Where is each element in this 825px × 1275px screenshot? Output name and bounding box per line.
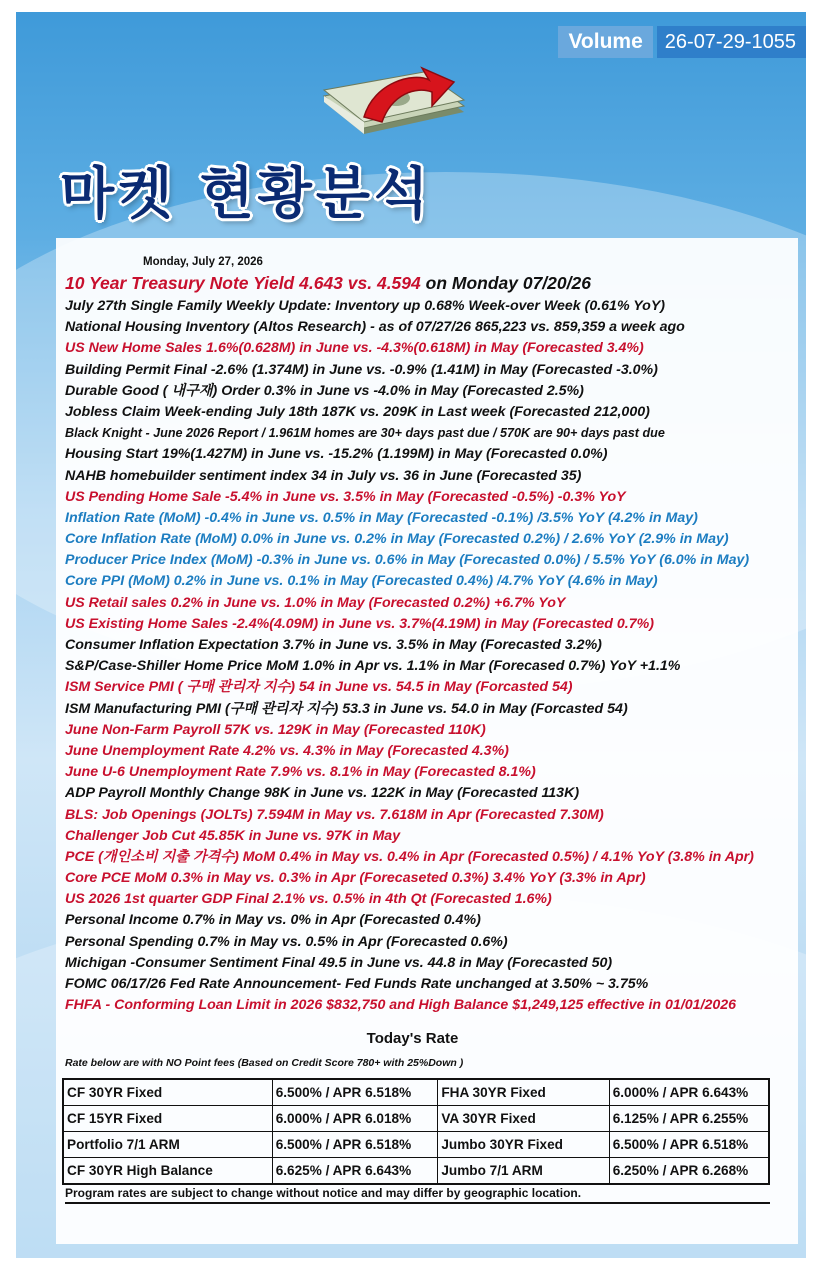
- market-indicator-line: June Non-Farm Payroll 57K vs. 129K in May (Forecasted 110K): [65, 721, 486, 738]
- market-indicator-line: Black Knight - June 2026 Report / 1.961M homes are 30+ days past due / 570K are 90+ days past due: [65, 426, 665, 441]
- market-indicator-line: July 27th Single Family Weekly Update: Inventory up 0.68% Week-over Week (0.61% YoY): [65, 298, 666, 314]
- market-indicator-line: Producer Price Index (MoM) -0.3% in June vs. 0.6% in May (Forecasted 0.0%) / 5.5% YoY (6.0% in May): [65, 552, 750, 569]
- treasury-date: on Monday 07/20/26: [420, 273, 591, 293]
- market-indicator-line: June U-6 Unemployment Rate 7.9% vs. 8.1% in May (Forecasted 8.1%): [65, 764, 536, 781]
- treasury-yield: 10 Year Treasury Note Yield 4.643 vs. 4.594: [65, 273, 421, 293]
- market-indicator-line: S&P/Case-Shiller Home Price MoM 1.0% in Apr vs. 1.1% in Mar (Forecased 0.7%) YoY +1.1%: [65, 658, 681, 675]
- market-indicator-list: [65, 296, 770, 1016]
- market-indicator-line: Consumer Inflation Expectation 3.7% in June vs. 3.5% in May (Forecasted 3.2%): [65, 637, 602, 653]
- rates-note: Rate below are with NO Point fees (Based on Credit Score 780+ with 25%Down ): [65, 1057, 464, 1069]
- market-indicator-line: US Existing Home Sales -2.4%(4.09M) in June vs. 3.7%(4.19M) in May (Forecasted 0.7%): [65, 615, 654, 632]
- market-indicator-line: BLS: Job Openings (JOLTs) 7.594M in May vs. 7.618M in Apr (Forecasted 7.30M): [65, 806, 604, 823]
- treasury-headline: [65, 273, 591, 294]
- market-indicator-line: ISM Service PMI ( 구매 관리자 지수) 54 in June vs. 54.5 in May (Forcasted 54): [65, 679, 573, 696]
- market-indicator-line: Michigan -Consumer Sentiment Final 49.5 in June vs. 44.8 in May (Forecasted 50): [65, 954, 613, 971]
- market-indicator-line: ADP Payroll Monthly Change 98K in June vs. 122K in May (Forecasted 113K): [65, 785, 580, 802]
- market-indicator-line: Challenger Job Cut 45.85K in June vs. 97K in May: [65, 827, 401, 844]
- rate-cell-program-rate: 6.500% / APR 6.518%: [272, 1132, 438, 1158]
- rate-cell-program-name: Jumbo 30YR Fixed: [438, 1132, 609, 1158]
- report-date: Monday, July 27, 2026: [143, 256, 263, 268]
- rate-cell-program-rate: 6.000% / APR 6.643%: [609, 1079, 769, 1106]
- rate-cell-program-rate: 6.500% / APR 6.518%: [272, 1079, 438, 1106]
- market-indicator-line: NAHB homebuilder sentiment index 34 in July vs. 36 in June (Forecasted 35): [65, 467, 582, 484]
- volume-label: Volume: [558, 26, 652, 58]
- market-indicator-line: Personal Income 0.7% in May vs. 0% in Apr (Forecasted 0.4%): [65, 912, 481, 929]
- market-indicator-line: Personal Spending 0.7% in May vs. 0.5% in Apr (Forecasted 0.6%): [65, 933, 508, 950]
- market-indicator-line: Core PPI (MoM) 0.2% in June vs. 0.1% in May (Forecasted 0.4%) /4.7% YoY (4.6% in May): [65, 573, 658, 590]
- rate-cell-program-name: FHA 30YR Fixed: [438, 1079, 609, 1106]
- market-indicator-line: National Housing Inventory (Altos Research) - as of 07/27/26 865,223 vs. 859,359 a week ago: [65, 319, 685, 336]
- rate-row: [63, 1132, 769, 1158]
- rate-cell-program-name: CF 30YR Fixed: [63, 1079, 272, 1106]
- volume-number: 26-07-29-1055: [657, 26, 806, 58]
- rate-cell-program-name: Portfolio 7/1 ARM: [63, 1132, 272, 1158]
- rate-row: [63, 1158, 769, 1185]
- market-indicator-line: FHFA - Conforming Loan Limit in 2026 $832,750 and High Balance $1,249,125 effective in 01/01/2026: [65, 997, 737, 1014]
- rates-title: Today's Rate: [366, 1030, 459, 1047]
- rate-cell-program-rate: 6.500% / APR 6.518%: [609, 1132, 769, 1158]
- market-indicator-line: Building Permit Final -2.6% (1.374M) in June vs. -0.9% (1.41M) in May (Forecasted -3.0%): [65, 361, 658, 378]
- market-indicator-line: June Unemployment Rate 4.2% vs. 4.3% in May (Forecasted 4.3%): [65, 742, 509, 759]
- market-indicator-line: PCE (개인소비 지출 가격수) MoM 0.4% in May vs. 0.4% in Apr (Forecasted 0.5%) / 4.1% YoY (3.8% in Apr): [65, 848, 754, 865]
- market-indicator-line: US 2026 1st quarter GDP Final 2.1% vs. 0.5% in 4th Qt (Forecasted 1.6%): [65, 891, 552, 908]
- rate-cell-program-name: VA 30YR Fixed: [438, 1106, 609, 1132]
- rate-row: [63, 1106, 769, 1132]
- rates-disclaimer: Program rates are subject to change without notice and may differ by geographic location.: [65, 1186, 770, 1204]
- rates-table: [62, 1078, 770, 1185]
- money-arrow-icon: [304, 62, 474, 142]
- rate-cell-program-rate: 6.000% / APR 6.018%: [272, 1106, 438, 1132]
- rate-cell-program-name: Jumbo 7/1 ARM: [438, 1158, 609, 1185]
- market-indicator-line: Core Inflation Rate (MoM) 0.0% in June vs. 0.2% in May (Forecasted 0.2%) / 2.6% YoY (2.9% in May): [65, 531, 729, 548]
- market-indicator-line: Core PCE MoM 0.3% in May vs. 0.3% in Apr (Forecaseted 0.3%) 3.4% YoY (3.3% in Apr): [65, 870, 646, 887]
- rate-cell-program-rate: 6.625% / APR 6.643%: [272, 1158, 438, 1185]
- market-indicator-line: US Retail sales 0.2% in June vs. 1.0% in May (Forecasted 0.2%) +6.7% YoY: [65, 594, 566, 611]
- rate-cell-program-rate: 6.250% / APR 6.268%: [609, 1158, 769, 1185]
- page-title: 마켓 현황분석: [60, 162, 433, 227]
- market-indicator-line: FOMC 06/17/26 Fed Rate Announcement- Fed Funds Rate unchanged at 3.50% ~ 3.75%: [65, 976, 649, 992]
- market-indicator-line: US Pending Home Sale -5.4% in June vs. 3.5% in May (Forecasted -0.5%) -0.3% YoY: [65, 488, 626, 505]
- market-indicator-line: Housing Start 19%(1.427M) in June vs. -15.2% (1.199M) in May (Forecasted 0.0%): [65, 446, 608, 463]
- market-indicator-line: ISM Manufacturing PMI (구매 관리자 지수) 53.3 in June vs. 54.0 in May (Forcasted 54): [65, 700, 628, 717]
- market-indicator-line: Inflation Rate (MoM) -0.4% in June vs. 0.5% in May (Forecasted -0.1%) /3.5% YoY (4.2% in May): [65, 509, 698, 526]
- rate-cell-program-rate: 6.125% / APR 6.255%: [609, 1106, 769, 1132]
- rate-row: [63, 1079, 769, 1106]
- rate-cell-program-name: CF 30YR High Balance: [63, 1158, 272, 1185]
- market-indicator-line: Jobless Claim Week-ending July 18th 187K vs. 209K in Last week (Forecasted 212,000): [65, 403, 650, 420]
- rate-cell-program-name: CF 15YR Fixed: [63, 1106, 272, 1132]
- market-indicator-line: US New Home Sales 1.6%(0.628M) in June vs. -4.3%(0.618M) in May (Forecasted 3.4%): [65, 340, 644, 357]
- volume-badge: [558, 26, 806, 58]
- market-indicator-line: Durable Good ( 내구재) Order 0.3% in June vs -4.0% in May (Forecasted 2.5%): [65, 382, 584, 399]
